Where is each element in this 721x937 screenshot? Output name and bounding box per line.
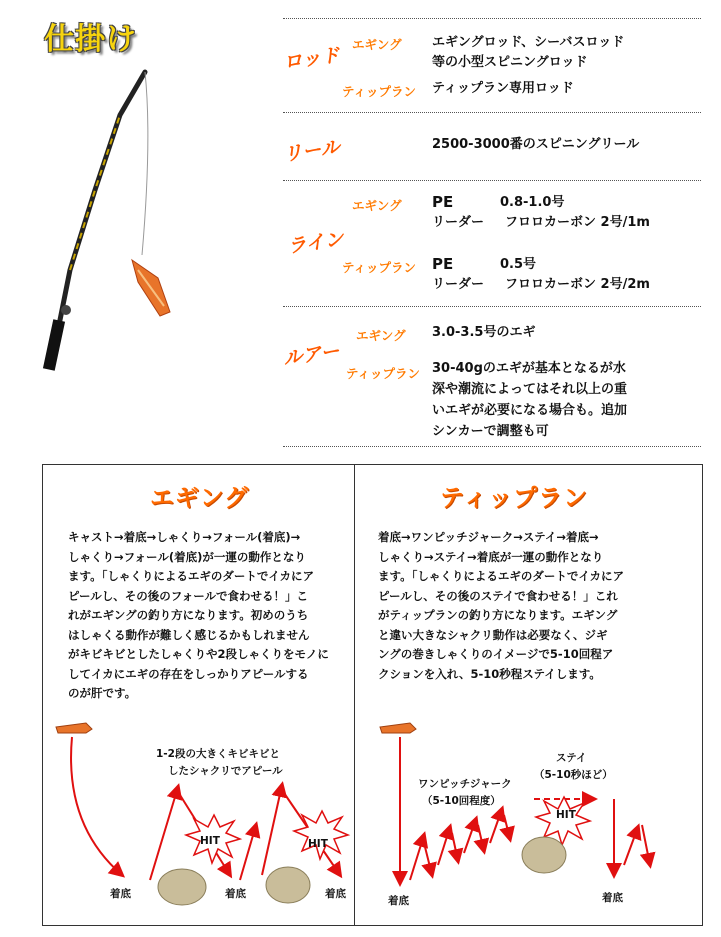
tip-panel-text: 着底→ワンピッチジャーク→ステイ→着底→ しゃくり→ステイ→着底が一運の動作となり ます。「しゃくりによるエギのダートでイカにア ピールし、その後のステイで食わせる！」これ がティップランの釣り方になります。エギング と違い大きなシャクリ動作は必要なく、ジギ ングの巻きしゃくりのイメージで5-10回程ア クションを入れ、5-10秒程ステイします。 [378, 530, 624, 681]
reel-value: 2500-3000番のスピニングリール [432, 137, 640, 152]
eging-panel-title: エギング [150, 484, 250, 512]
tip-bottom-1: 着底 [388, 895, 409, 907]
separator [283, 446, 701, 447]
eging-bottom-2: 着底 [225, 888, 246, 900]
separator [283, 112, 701, 113]
rod-eging-value-2: 等の小型スピニングロッド [432, 55, 588, 70]
line-eging-label: エギング [352, 198, 402, 213]
line-tip-label: ティップラン [342, 260, 417, 275]
line-eging-leader-value: フロロカーボン 2号/1m [505, 215, 650, 230]
eging-bottom-1: 着底 [110, 888, 131, 900]
eging-annotation-2: したシャクリでアピール [168, 765, 283, 777]
tip-stay-label-1: ステイ [556, 752, 587, 764]
lure-tip-value-3: いエギが必要になる場合も。追加 [432, 403, 628, 418]
lure-eging-value: 3.0-3.5号のエギ [432, 325, 536, 340]
line-tip-leader-value: フロロカーボン 2号/2m [505, 277, 650, 292]
eging-annotation-1: 1-2段の大きくキビキビと [156, 748, 280, 760]
separator [283, 18, 701, 19]
tip-stay-label-2: （5-10秒ほど） [534, 769, 613, 781]
lure-tip-value-2: 深や潮流によってはそれ以上の重 [432, 382, 628, 397]
rod-eging-label: エギング [352, 37, 402, 52]
rod-tip-value: ティップラン専用ロッド [432, 81, 574, 96]
tip-jerk-label-2: （5-10回程度） [422, 795, 501, 807]
page-title: 仕掛け [44, 22, 137, 57]
fishing-rod-illustration [40, 60, 200, 380]
line-tip-pe: PE [432, 255, 454, 273]
separator [283, 180, 701, 181]
lure-eging-label: エギング [356, 328, 406, 343]
rod-tip-label: ティップラン [342, 84, 417, 99]
separator [283, 306, 701, 307]
rod-label: ロッド [281, 44, 342, 74]
rod-eging-value-1: エギングロッド、シーバスロッド [432, 35, 625, 50]
lure-tip-label: ティップラン [346, 366, 421, 381]
eging-hit-2: HIT [308, 838, 328, 850]
line-eging-pe: PE [432, 193, 454, 211]
tip-bottom-2: 着底 [602, 892, 623, 904]
line-eging-leader-label: リーダー [432, 215, 485, 230]
tip-jerk-label-1: ワンピッチジャーク [418, 778, 512, 790]
eging-panel-text: キャスト→着底→しゃくり→フォール(着底)→ しゃくり→フォール(着底)が一運の動作となり ます。「しゃくりによるエギのダートでイカにア ピールし、その後のフォールで食わせる！」こ れがエギングの釣り方になります。初めのうち はしゃくる動作が難しく感じるかもしれません がキビキビとしたしゃくりや2段しゃくりをモノに してイカにエギの存在をしっかりアピールする のが肝です。 [68, 530, 329, 700]
line-tip-leader-label: リーダー [432, 277, 485, 292]
reel-label: リール [281, 136, 342, 166]
lure-tip-value-1: 30-40gのエギが基本となるが水 [432, 361, 626, 376]
line-tip-pe-size: 0.5号 [500, 257, 537, 272]
eging-hit-1: HIT [200, 835, 220, 847]
lure-label: ルアー [281, 340, 341, 370]
eging-bottom-3: 着底 [325, 888, 346, 900]
line-eging-pe-size: 0.8-1.0号 [500, 195, 565, 210]
line-label: ライン [285, 228, 345, 258]
tip-diagram [358, 715, 700, 925]
tip-hit: HIT [556, 809, 576, 821]
panel-divider [354, 464, 355, 926]
lure-tip-value-4: シンカーで調整も可 [432, 424, 549, 439]
tip-panel-title: ティップラン [440, 484, 589, 512]
